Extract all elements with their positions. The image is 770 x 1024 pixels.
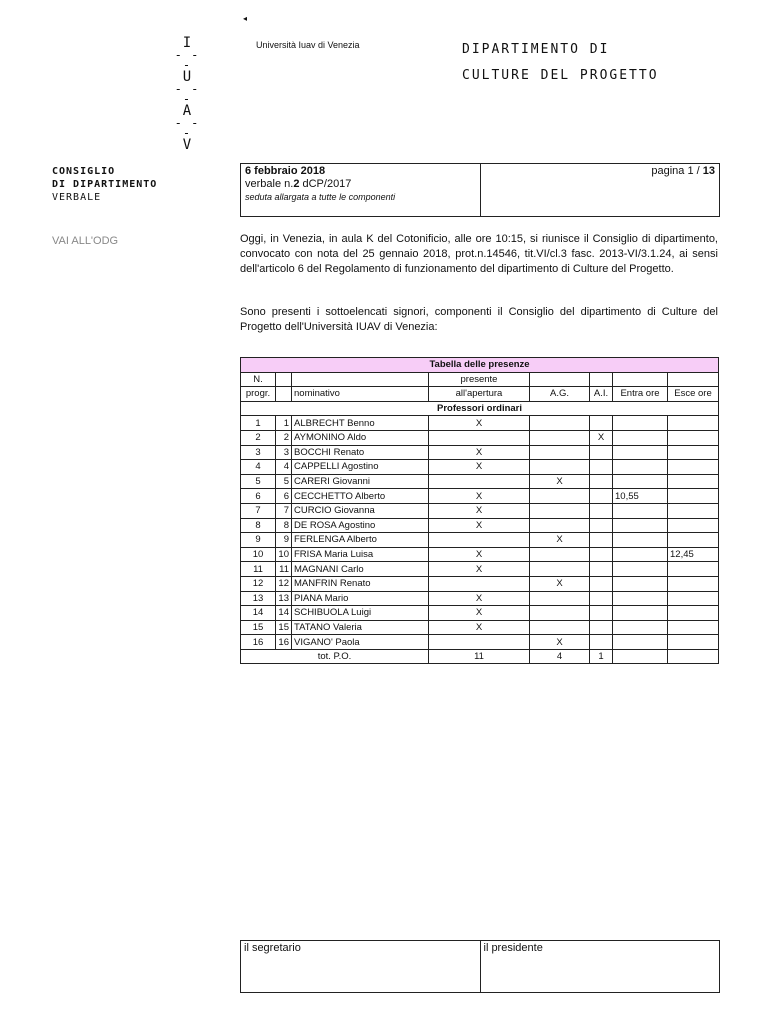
cell-name: PIANA Mario	[292, 591, 429, 606]
cell-in	[613, 533, 668, 548]
cell-n: 13	[241, 591, 276, 606]
cell-out	[668, 576, 719, 591]
cell-p: X	[429, 489, 530, 504]
cell-name: FRISA Maria Luisa	[292, 547, 429, 562]
cell-ai	[590, 489, 613, 504]
header-entra: Entra ore	[613, 387, 668, 402]
table-row	[241, 533, 719, 548]
cell-in: 10,55	[613, 489, 668, 504]
cell-name: ALBRECHT Benno	[292, 416, 429, 431]
cell-ai	[590, 445, 613, 460]
cell-out	[668, 489, 719, 504]
cell-k: 1	[276, 416, 292, 431]
cell-name: AYMONINO Aldo	[292, 430, 429, 445]
cell-ai	[590, 620, 613, 635]
cell-name: TATANO Valeria	[292, 620, 429, 635]
cell-ag: X	[530, 474, 590, 489]
cell-n: 16	[241, 635, 276, 650]
cell-k: 9	[276, 533, 292, 548]
cell-ai	[590, 533, 613, 548]
total-ai: 1	[590, 649, 613, 664]
cell-p: X	[429, 460, 530, 475]
cell-ai	[590, 576, 613, 591]
cell-out	[668, 606, 719, 621]
table-row	[241, 430, 719, 445]
cell-ag	[530, 547, 590, 562]
cell-name: CAPPELLI Agostino	[292, 460, 429, 475]
cell-k: 11	[276, 562, 292, 577]
logo-letter-v: V	[182, 137, 192, 153]
opening-paragraph: Oggi, in Venezia, in aula K del Cotonificio, alle ore 10:15, si riunisce il Consiglio di dipartimento, convocato con nota del 25 gennaio 2018, prot.n.14546, tit.VI/cl.3 fasc. 2013-VI/3.1.24, ai sensi dell'articolo 6 del Regolamento di funzionamento del dipartimento di Culture del Progetto.	[240, 233, 718, 275]
table-row	[241, 474, 719, 489]
table-row	[241, 562, 719, 577]
header-n: N.	[241, 372, 276, 387]
cell-ag: X	[530, 635, 590, 650]
cell-n: 7	[241, 503, 276, 518]
cell-n: 14	[241, 606, 276, 621]
cell-p	[429, 533, 530, 548]
table-row	[241, 635, 719, 650]
cell-n: 5	[241, 474, 276, 489]
cell-out	[668, 474, 719, 489]
cell-n: 8	[241, 518, 276, 533]
cell-p: X	[429, 503, 530, 518]
header-ai: A.I.	[590, 387, 613, 402]
department-line-2: CULTURE DEL PROGETTO	[462, 68, 659, 83]
cell-ag	[530, 489, 590, 504]
department-line-1: DIPARTIMENTO DI	[462, 42, 610, 57]
council-label	[52, 165, 157, 204]
table-row	[241, 576, 719, 591]
total-ag: 4	[530, 649, 590, 664]
session-type: seduta allargata a tutte le componenti	[245, 192, 396, 202]
total-label: tot. P.O.	[241, 649, 429, 664]
section-title: Professori ordinari	[241, 401, 719, 416]
meeting-date: 6 febbraio 2018	[245, 165, 326, 177]
cell-k: 8	[276, 518, 292, 533]
cell-p: X	[429, 547, 530, 562]
cell-in	[613, 430, 668, 445]
cell-k: 2	[276, 430, 292, 445]
cell-ag	[530, 518, 590, 533]
attendance-table	[240, 357, 719, 664]
cell-n: 1	[241, 416, 276, 431]
cell-name: FERLENGA Alberto	[292, 533, 429, 548]
cell-ai	[590, 416, 613, 431]
table-row	[241, 489, 719, 504]
cell-in	[613, 460, 668, 475]
cell-n: 6	[241, 489, 276, 504]
cell-p	[429, 474, 530, 489]
president-signature: il presidente	[483, 942, 543, 954]
header-progr: progr.	[241, 387, 276, 402]
cell-out	[668, 503, 719, 518]
cell-name: SCHIBUOLA Luigi	[292, 606, 429, 621]
logo-letter-a: A	[182, 103, 192, 119]
cell-ag	[530, 416, 590, 431]
cell-n: 9	[241, 533, 276, 548]
cell-k: 5	[276, 474, 292, 489]
cell-p	[429, 635, 530, 650]
cell-ai	[590, 460, 613, 475]
cell-name: CURCIO Giovanna	[292, 503, 429, 518]
iuav-logo: I - - - U - - - A - - - V	[170, 36, 204, 152]
cell-in	[613, 562, 668, 577]
table-row	[241, 620, 719, 635]
header-mark: ◂	[243, 14, 248, 23]
cell-p	[429, 430, 530, 445]
cell-name: VIGANO' Paola	[292, 635, 429, 650]
table-row	[241, 547, 719, 562]
cell-n: 10	[241, 547, 276, 562]
cell-p: X	[429, 562, 530, 577]
university-name: Università Iuav di Venezia	[256, 40, 360, 50]
cell-p: X	[429, 591, 530, 606]
cell-name: MANFRIN Renato	[292, 576, 429, 591]
cell-n: 11	[241, 562, 276, 577]
cell-p: X	[429, 518, 530, 533]
cell-ag	[530, 430, 590, 445]
logo-letter-i: I	[182, 35, 192, 51]
header-ag: A.G.	[530, 387, 590, 402]
cell-out	[668, 591, 719, 606]
cell-out	[668, 416, 719, 431]
cell-n: 2	[241, 430, 276, 445]
verbale-number: verbale n.2 dCP/2017	[245, 178, 352, 190]
cell-n: 4	[241, 460, 276, 475]
cell-ag	[530, 503, 590, 518]
cell-in	[613, 635, 668, 650]
cell-name: CECCHETTO Alberto	[292, 489, 429, 504]
cell-out	[668, 460, 719, 475]
cell-k: 12	[276, 576, 292, 591]
cell-in	[613, 518, 668, 533]
total-present: 11	[429, 649, 530, 664]
cell-p: X	[429, 445, 530, 460]
cell-out: 12,45	[668, 547, 719, 562]
attendees-paragraph: Sono presenti i sottoelencati signori, componenti il Consiglio del dipartimento di Culture del Progetto dell'Università IUAV di Venezia:	[240, 306, 718, 333]
council-line-1: CONSIGLIO	[52, 166, 116, 177]
header-esce: Esce ore	[668, 387, 719, 402]
cell-p: X	[429, 416, 530, 431]
cell-n: 15	[241, 620, 276, 635]
cell-k: 3	[276, 445, 292, 460]
cell-ag	[530, 620, 590, 635]
logo-letter-u: U	[182, 69, 192, 85]
odg-link[interactable]: VAI ALL'ODG	[52, 235, 119, 247]
cell-out	[668, 445, 719, 460]
cell-ai: X	[590, 430, 613, 445]
cell-n: 12	[241, 576, 276, 591]
cell-in	[613, 416, 668, 431]
cell-ag: X	[530, 533, 590, 548]
cell-ai	[590, 503, 613, 518]
cell-name: DE ROSA Agostino	[292, 518, 429, 533]
cell-ag	[530, 460, 590, 475]
cell-p: X	[429, 620, 530, 635]
cell-out	[668, 430, 719, 445]
cell-out	[668, 518, 719, 533]
header-present-2: all'apertura	[429, 387, 530, 402]
table-row	[241, 445, 719, 460]
cell-ai	[590, 474, 613, 489]
cell-ag	[530, 606, 590, 621]
header-name: nominativo	[292, 387, 429, 402]
cell-name: MAGNANI Carlo	[292, 562, 429, 577]
page-indicator: pagina 1 / 13	[651, 165, 715, 177]
cell-name: BOCCHI Renato	[292, 445, 429, 460]
cell-in	[613, 620, 668, 635]
cell-out	[668, 620, 719, 635]
cell-k: 7	[276, 503, 292, 518]
cell-in	[613, 445, 668, 460]
cell-ai	[590, 562, 613, 577]
cell-in	[613, 474, 668, 489]
table-row	[241, 416, 719, 431]
cell-p: X	[429, 606, 530, 621]
table-row	[241, 518, 719, 533]
cell-ai	[590, 518, 613, 533]
cell-k: 16	[276, 635, 292, 650]
council-line-2: DI DIPARTIMENTO	[52, 179, 158, 190]
cell-in	[613, 576, 668, 591]
cell-name: CARERI Giovanni	[292, 474, 429, 489]
cell-p	[429, 576, 530, 591]
cell-k: 4	[276, 460, 292, 475]
cell-ag: X	[530, 576, 590, 591]
table-row	[241, 503, 719, 518]
cell-k: 14	[276, 606, 292, 621]
cell-ai	[590, 635, 613, 650]
cell-k: 10	[276, 547, 292, 562]
cell-out	[668, 635, 719, 650]
header-present-1: presente	[429, 372, 530, 387]
table-title: Tabella delle presenze	[241, 358, 719, 373]
department-title	[462, 37, 659, 89]
cell-ag	[530, 591, 590, 606]
council-line-3: VERBALE	[52, 192, 102, 203]
signature-box	[240, 940, 720, 993]
cell-ag	[530, 445, 590, 460]
cell-ai	[590, 547, 613, 562]
cell-in	[613, 606, 668, 621]
cell-k: 15	[276, 620, 292, 635]
cell-in	[613, 591, 668, 606]
cell-in	[613, 547, 668, 562]
cell-in	[613, 503, 668, 518]
cell-n: 3	[241, 445, 276, 460]
cell-k: 13	[276, 591, 292, 606]
table-row	[241, 460, 719, 475]
table-row	[241, 591, 719, 606]
cell-out	[668, 533, 719, 548]
table-row	[241, 606, 719, 621]
minutes-header-box	[240, 163, 720, 217]
cell-k: 6	[276, 489, 292, 504]
cell-out	[668, 562, 719, 577]
cell-ai	[590, 591, 613, 606]
cell-ag	[530, 562, 590, 577]
cell-ai	[590, 606, 613, 621]
secretary-signature: il segretario	[241, 941, 481, 992]
